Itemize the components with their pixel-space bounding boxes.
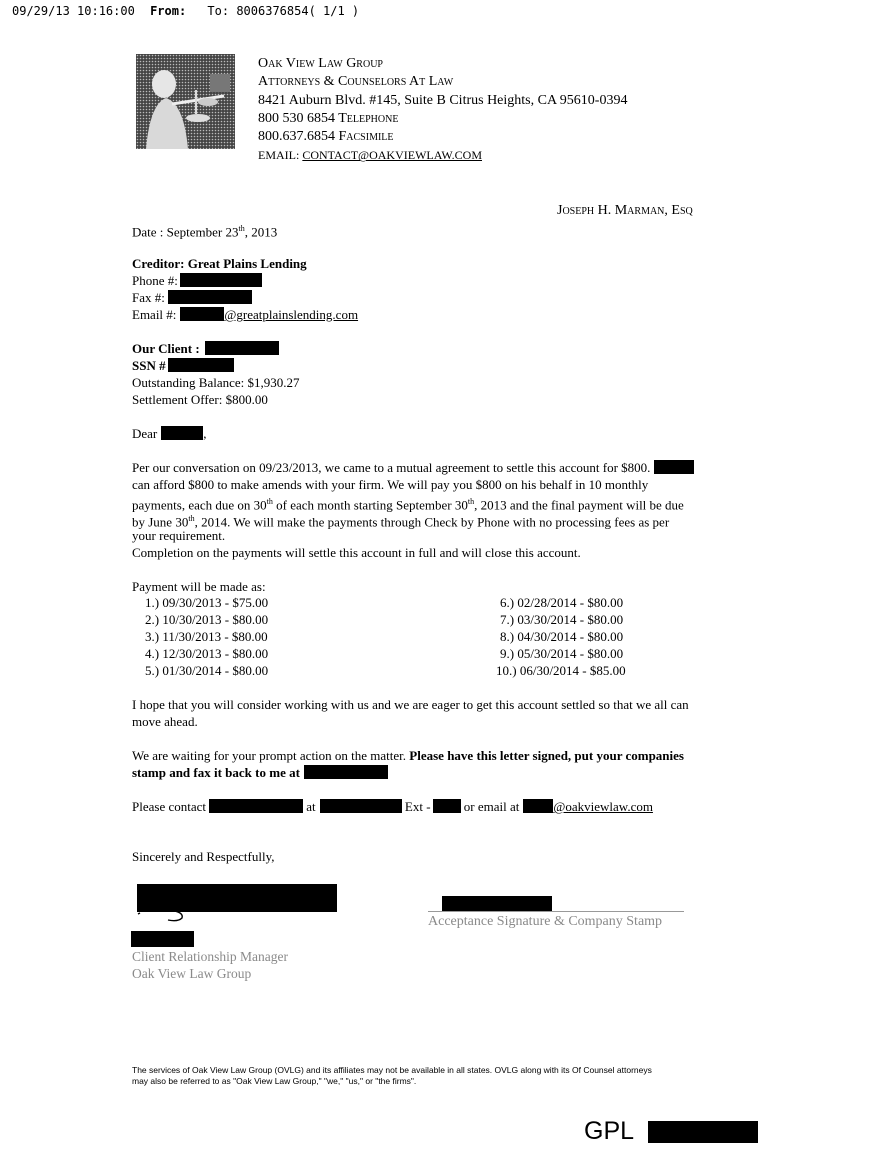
firm-telephone: 800 530 6854 Telephone xyxy=(258,110,399,126)
fax-datetime: 09/29/13 10:16:00 xyxy=(12,4,135,18)
ordinal-sup: th xyxy=(266,497,273,506)
wait-line-2 xyxy=(132,764,388,781)
client-ssn xyxy=(132,357,234,374)
creditor-phone xyxy=(132,272,262,289)
contact-email-label: or email at xyxy=(463,799,520,814)
date-sup: th xyxy=(238,224,245,233)
contact-email-domain[interactable]: @oakviewlaw.com xyxy=(553,799,653,814)
payment-item: 5.) 01/30/2014 - $80.00 xyxy=(145,663,269,678)
redacted-manager-name xyxy=(131,931,194,947)
doc-code xyxy=(584,1117,634,1145)
redaction-bar xyxy=(320,799,402,813)
firm-email-label: EMAIL: xyxy=(258,148,300,163)
salutation xyxy=(132,425,207,442)
client-offer: Settlement Offer: $800.00 xyxy=(132,392,268,407)
body-line-5: your requirement. xyxy=(132,528,226,543)
redaction-bar xyxy=(168,358,234,372)
fax-from-label: From: xyxy=(150,4,187,18)
body-line-6: Completion on the payments will settle this account in full and will close this account. xyxy=(132,545,581,560)
contact-label: Please contact xyxy=(132,799,206,814)
ordinal-sup: th xyxy=(188,514,195,523)
letter-date xyxy=(132,220,277,240)
redaction-bar xyxy=(161,426,203,440)
sincerely: Sincerely and Respectfully, xyxy=(132,849,275,864)
redaction-bar xyxy=(654,460,694,474)
redaction-bar xyxy=(523,799,553,813)
redaction-bar xyxy=(304,765,388,779)
redaction-bar xyxy=(168,290,252,304)
client-ssn-label: SSN # xyxy=(132,358,166,373)
hope-line-2: move ahead. xyxy=(132,714,198,729)
creditor-email-domain[interactable]: @greatplainslending.com xyxy=(224,307,359,322)
firm-name: Oak View Law Group xyxy=(258,56,383,71)
creditor-phone-label: Phone #: xyxy=(132,273,178,288)
firm-facsimile: 800.637.6854 Facsimile xyxy=(258,129,394,145)
redacted-acceptance-signature xyxy=(442,896,552,912)
firm-address: 8421 Auburn Blvd. #145, Suite B Citrus Heights, CA 95610-0394 xyxy=(258,92,628,108)
client-heading xyxy=(132,340,279,357)
contact-at-label: at xyxy=(306,799,316,814)
contact-ext-label: Ext - xyxy=(404,799,431,814)
signature-title: Client Relationship Manager xyxy=(132,949,288,964)
body-text: , 2014. We will make the payments through Check by Phone with no processing fees as per xyxy=(194,514,670,530)
hope-line-1: I hope that you will consider working with us and we are eager to get this account settled so that we all can xyxy=(132,697,689,712)
ordinal-sup: th xyxy=(467,497,475,506)
redaction-bar xyxy=(209,799,303,813)
creditor-fax xyxy=(132,289,252,306)
doc-code-label: GPL xyxy=(584,1117,635,1145)
client-heading-label: Our Client : xyxy=(132,341,200,356)
salutation-dear: Dear xyxy=(132,426,158,441)
contact-line xyxy=(132,798,653,815)
wait-bold-text: Please have this letter signed, put your companies xyxy=(406,748,684,763)
firm-logo xyxy=(136,54,235,149)
client-balance: Outstanding Balance: $1,930.27 xyxy=(132,375,300,390)
payment-item: 2.) 10/30/2013 - $80.00 xyxy=(145,612,269,627)
body-text: by June 30 xyxy=(132,514,189,530)
date-label: Date : September 23 xyxy=(132,224,239,240)
creditor-heading: Creditor: Great Plains Lending xyxy=(132,256,307,271)
body-text: Per our conversation on 09/23/2013, we came to a mutual agreement to settle this account for $800. xyxy=(132,460,651,475)
body-line-1 xyxy=(132,459,694,476)
redaction-bar xyxy=(180,273,262,287)
body-text: , 2013 and the final payment will be due xyxy=(474,497,684,513)
signature-company: Oak View Law Group xyxy=(132,966,252,981)
acceptance-label: Acceptance Signature & Company Stamp xyxy=(428,914,663,929)
date-year: , 2013 xyxy=(244,224,278,240)
redacted-doc-number xyxy=(648,1121,758,1143)
footer-disclaimer xyxy=(132,1065,652,1087)
payment-item: 6.) 02/28/2014 - $80.00 xyxy=(500,595,624,610)
payment-item: 10.) 06/30/2014 - $85.00 xyxy=(496,663,626,678)
fax-header xyxy=(12,4,359,18)
salutation-comma: , xyxy=(203,426,207,441)
fax-to: To: 8006376854( 1/1 ) xyxy=(207,4,360,18)
payment-item: 1.) 09/30/2013 - $75.00 xyxy=(145,595,269,610)
body-line-2: can afford $800 to make amends with your firm. We will pay you $800 on his behalf in 10 monthly xyxy=(132,477,649,492)
creditor-email xyxy=(132,306,358,323)
schedule-heading: Payment will be made as: xyxy=(132,579,266,594)
redaction-bar xyxy=(433,799,461,813)
footer-line-2: may also be referred to as "Oak View Law Group," "we," "us," or "the firms". xyxy=(132,1076,417,1086)
wait-text: We are waiting for your prompt action on the matter. xyxy=(132,748,407,763)
body-text: of each month starting September 30 xyxy=(272,497,468,513)
creditor-email-label: Email #: xyxy=(132,307,177,322)
lady-justice-logo-icon xyxy=(136,54,235,149)
redaction-bar xyxy=(205,341,279,355)
footer-line-1: The services of Oak View Law Group (OVLG) and its affiliates may not be available in all states. OVLG along with its Of Counsel attorneys xyxy=(132,1065,652,1075)
payment-item: 8.) 04/30/2014 - $80.00 xyxy=(500,629,624,644)
wait-bold-text: stamp and fax it back to me at xyxy=(132,765,300,780)
firm-subtitle: Attorneys & Counselors At Law xyxy=(258,74,454,90)
firm-email-link[interactable]: CONTACT@OAKVIEWLAW.COM xyxy=(302,148,482,163)
body-text: payments, each due on 30 xyxy=(132,497,267,513)
signature-line xyxy=(428,911,684,912)
payment-item: 7.) 03/30/2014 - $80.00 xyxy=(500,612,624,627)
letterhead xyxy=(258,55,627,165)
payment-item: 3.) 11/30/2013 - $80.00 xyxy=(145,629,268,644)
payment-item: 9.) 05/30/2014 - $80.00 xyxy=(500,646,624,661)
wait-line-1 xyxy=(132,747,684,764)
signature-stroke-icon xyxy=(134,906,204,924)
creditor-fax-label: Fax #: xyxy=(132,290,165,305)
redaction-bar xyxy=(180,307,224,321)
payment-item: 4.) 12/30/2013 - $80.00 xyxy=(145,646,269,661)
attorney-name: Joseph H. Marman, Esq xyxy=(557,203,693,218)
